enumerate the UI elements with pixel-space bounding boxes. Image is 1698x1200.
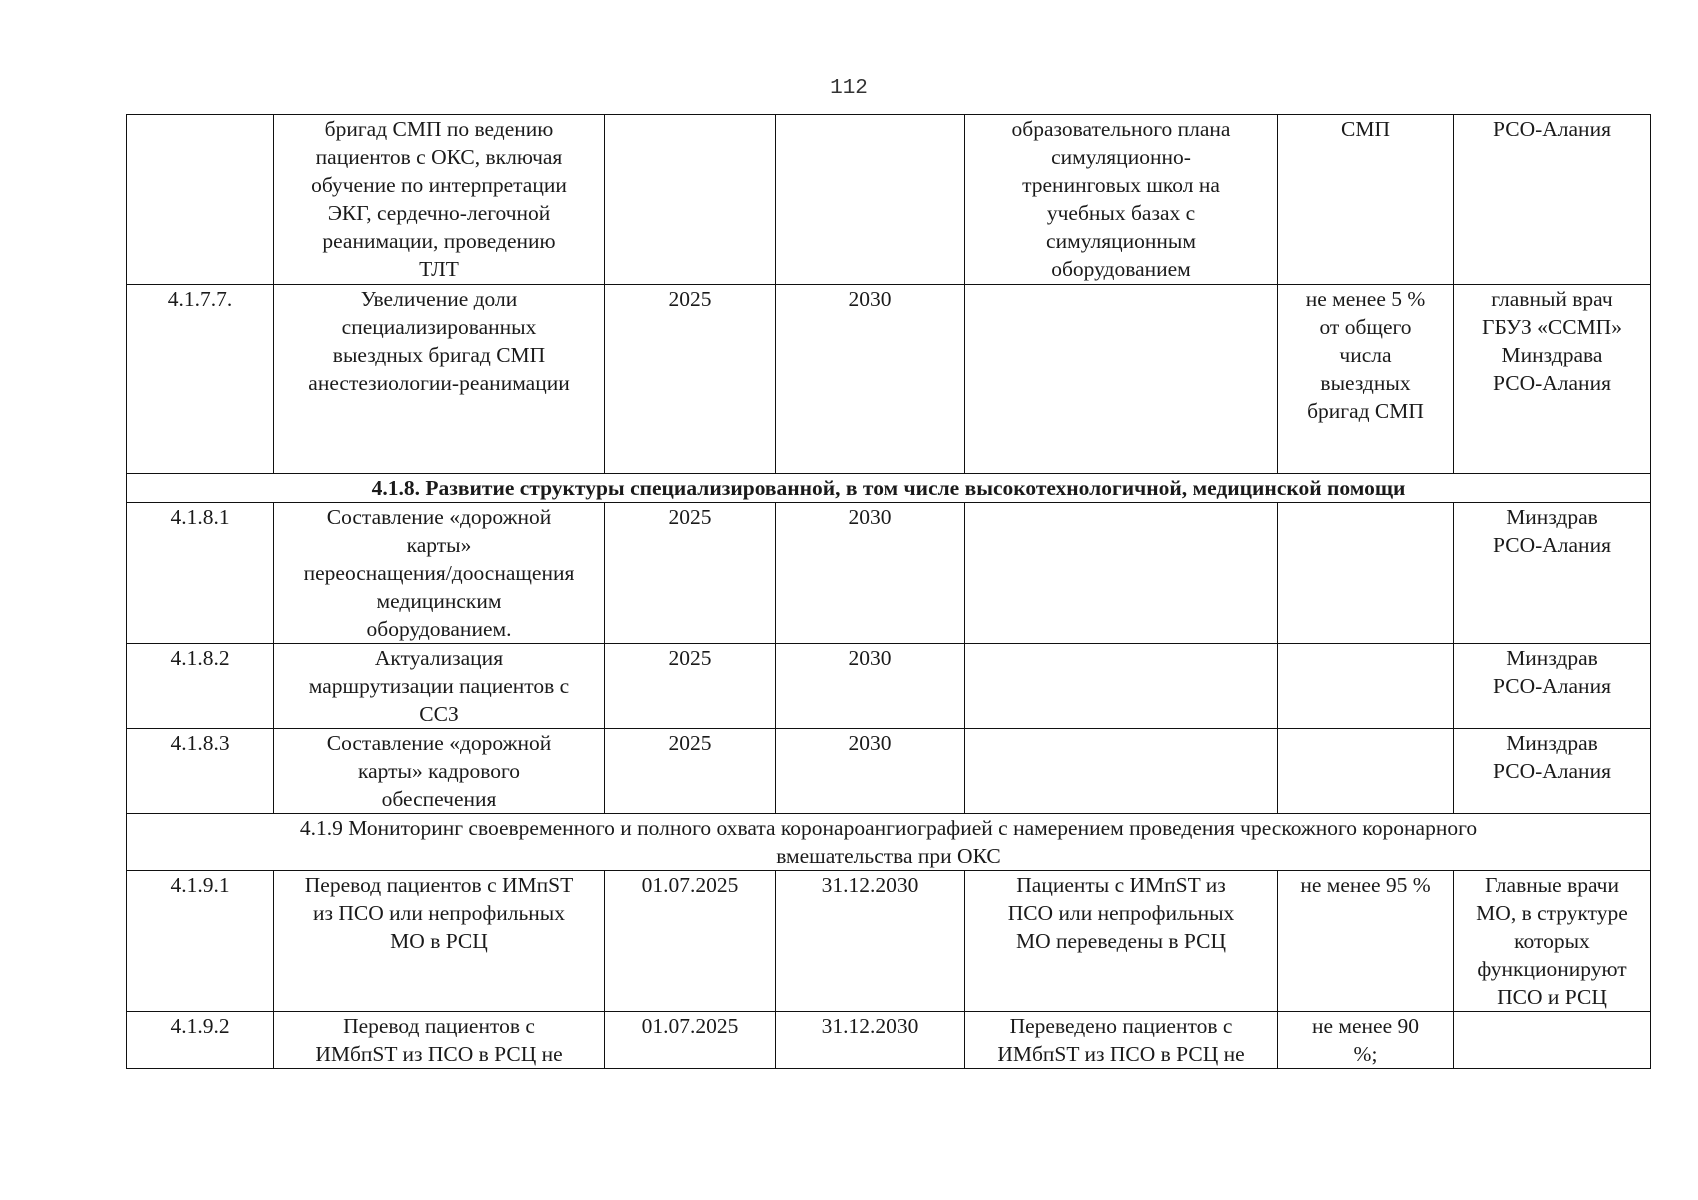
result-cell xyxy=(965,1012,1278,1069)
item-number-cell xyxy=(127,503,274,644)
table-row xyxy=(127,729,1651,814)
end-date-cell xyxy=(776,503,965,644)
section-heading-row xyxy=(127,814,1651,871)
end-date-cell xyxy=(776,871,965,1012)
measure-cell-text: Перевод пациентов с ИМбпST из ПСО в РСЦ не xyxy=(315,1014,563,1066)
section-heading-row xyxy=(127,474,1651,503)
item-number-cell xyxy=(127,115,274,285)
measure-cell xyxy=(274,115,605,285)
end-date-cell xyxy=(776,115,965,285)
start-date-cell xyxy=(605,729,776,814)
result-cell xyxy=(965,285,1278,474)
responsible-cell xyxy=(1454,729,1651,814)
measure-cell-text: Составление «дорожной карты» кадрового обеспечения xyxy=(326,731,552,811)
indicator-cell-text: не менее 95 % xyxy=(1300,873,1431,897)
result-cell-text: Пациенты с ИМпST из ПСО или непрофильных МО переведены в РСЦ xyxy=(1007,873,1235,953)
responsible-cell-text: Минздрав РСО-Алания xyxy=(1493,646,1611,698)
result-cell-text: Переведено пациентов с ИМбпST из ПСО в РСЦ не xyxy=(997,1014,1245,1066)
item-number-cell-text: 4.1.9.1 xyxy=(170,873,230,897)
start-date-cell xyxy=(605,1012,776,1069)
start-date-cell xyxy=(605,871,776,1012)
end-date-cell xyxy=(776,729,965,814)
indicator-cell xyxy=(1278,285,1454,474)
section-heading-text: 4.1.8. Развитие структуры специализированной, в том числе высокотехнологичной, медицинской помощи xyxy=(371,476,1406,500)
end-date-cell-text: 2030 xyxy=(848,646,892,670)
table-body xyxy=(127,115,1651,1069)
responsible-cell-text: Минздрав РСО-Алания xyxy=(1493,505,1611,557)
measure-cell xyxy=(274,285,605,474)
section-heading xyxy=(127,474,1651,503)
section-heading-text: 4.1.9 Мониторинг своевременного и полного охвата коронароангиографией с намерением проведения чрескожного коронарного вмешательства при ОКС xyxy=(299,816,1478,868)
result-cell xyxy=(965,871,1278,1012)
end-date-cell-text: 31.12.2030 xyxy=(821,1014,919,1038)
measure-cell-text: Составление «дорожной карты» переоснащения/дооснащения медицинским оборудованием. xyxy=(303,505,575,641)
measure-cell xyxy=(274,871,605,1012)
end-date-cell-text: 2030 xyxy=(848,505,892,529)
indicator-cell xyxy=(1278,503,1454,644)
measure-cell xyxy=(274,729,605,814)
section-heading xyxy=(127,814,1651,871)
item-number-cell xyxy=(127,1012,274,1069)
result-cell-text: образовательного плана симуляционно- тренинговых школ на учебных базах с симуляционным оборудованием xyxy=(1011,117,1231,281)
start-date-cell-text: 2025 xyxy=(668,287,712,311)
responsible-cell xyxy=(1454,503,1651,644)
measure-cell-text: Перевод пациентов с ИМпST из ПСО или непрофильных МО в РСЦ xyxy=(304,873,574,953)
end-date-cell xyxy=(776,644,965,729)
indicator-cell xyxy=(1278,644,1454,729)
item-number-cell xyxy=(127,729,274,814)
measure-cell-text: Увеличение доли специализированных выездных бригад СМП анестезиологии-реанимации xyxy=(308,287,570,395)
responsible-cell xyxy=(1454,285,1651,474)
start-date-cell xyxy=(605,285,776,474)
responsible-cell-text: РСО-Алания xyxy=(1493,117,1611,141)
item-number-cell xyxy=(127,644,274,729)
start-date-cell-text: 01.07.2025 xyxy=(641,873,739,897)
result-cell xyxy=(965,644,1278,729)
responsible-cell xyxy=(1454,1012,1651,1069)
measure-cell xyxy=(274,503,605,644)
responsible-cell-text: Минздрав РСО-Алания xyxy=(1493,731,1611,783)
item-number-cell-text: 4.1.8.2 xyxy=(170,646,230,670)
item-number-cell-text: 4.1.9.2 xyxy=(170,1014,230,1038)
table-row xyxy=(127,285,1651,474)
end-date-cell-text: 2030 xyxy=(848,731,892,755)
indicator-cell xyxy=(1278,1012,1454,1069)
responsible-cell xyxy=(1454,644,1651,729)
result-cell xyxy=(965,115,1278,285)
page-number: 112 xyxy=(830,77,868,100)
indicator-cell xyxy=(1278,871,1454,1012)
measure-cell-text: бригад СМП по ведению пациентов с ОКС, включая обучение по интерпретации ЭКГ, сердечно-легочной реанимации, проведению ТЛТ xyxy=(311,117,567,281)
measure-cell xyxy=(274,644,605,729)
item-number-cell xyxy=(127,871,274,1012)
end-date-cell-text: 31.12.2030 xyxy=(821,873,919,897)
indicator-cell-text: СМП xyxy=(1341,117,1390,141)
table-row xyxy=(127,871,1651,1012)
responsible-cell-text: главный врач ГБУЗ «ССМП» Минздрава РСО-Алания xyxy=(1482,287,1622,395)
end-date-cell xyxy=(776,285,965,474)
start-date-cell-text: 2025 xyxy=(668,731,712,755)
start-date-cell-text: 01.07.2025 xyxy=(641,1014,739,1038)
item-number-cell-text: 4.1.8.1 xyxy=(170,505,230,529)
table-row xyxy=(127,115,1651,285)
start-date-cell xyxy=(605,503,776,644)
item-number-cell-text: 4.1.8.3 xyxy=(170,731,230,755)
result-cell xyxy=(965,503,1278,644)
responsible-cell-text: Главные врачи МО, в структуре которых функционируют ПСО и РСЦ xyxy=(1476,873,1628,1009)
start-date-cell xyxy=(605,644,776,729)
item-number-cell-text: 4.1.7.7. xyxy=(167,287,233,311)
table-row xyxy=(127,1012,1651,1069)
start-date-cell xyxy=(605,115,776,285)
table-row xyxy=(127,644,1651,729)
start-date-cell-text: 2025 xyxy=(668,505,712,529)
table-row xyxy=(127,503,1651,644)
start-date-cell-text: 2025 xyxy=(668,646,712,670)
end-date-cell-text: 2030 xyxy=(848,287,892,311)
responsible-cell xyxy=(1454,871,1651,1012)
indicator-cell-text: не менее 5 % от общего числа выездных бригад СМП xyxy=(1305,287,1426,423)
item-number-cell xyxy=(127,285,274,474)
measure-cell-text: Актуализация маршрутизации пациентов с ССЗ xyxy=(308,646,570,726)
measure-cell xyxy=(274,1012,605,1069)
result-cell xyxy=(965,729,1278,814)
indicator-cell xyxy=(1278,729,1454,814)
indicator-cell-text: не менее 90 %; xyxy=(1311,1014,1420,1066)
indicator-cell xyxy=(1278,115,1454,285)
end-date-cell xyxy=(776,1012,965,1069)
responsible-cell xyxy=(1454,115,1651,285)
measures-table xyxy=(126,114,1651,1069)
